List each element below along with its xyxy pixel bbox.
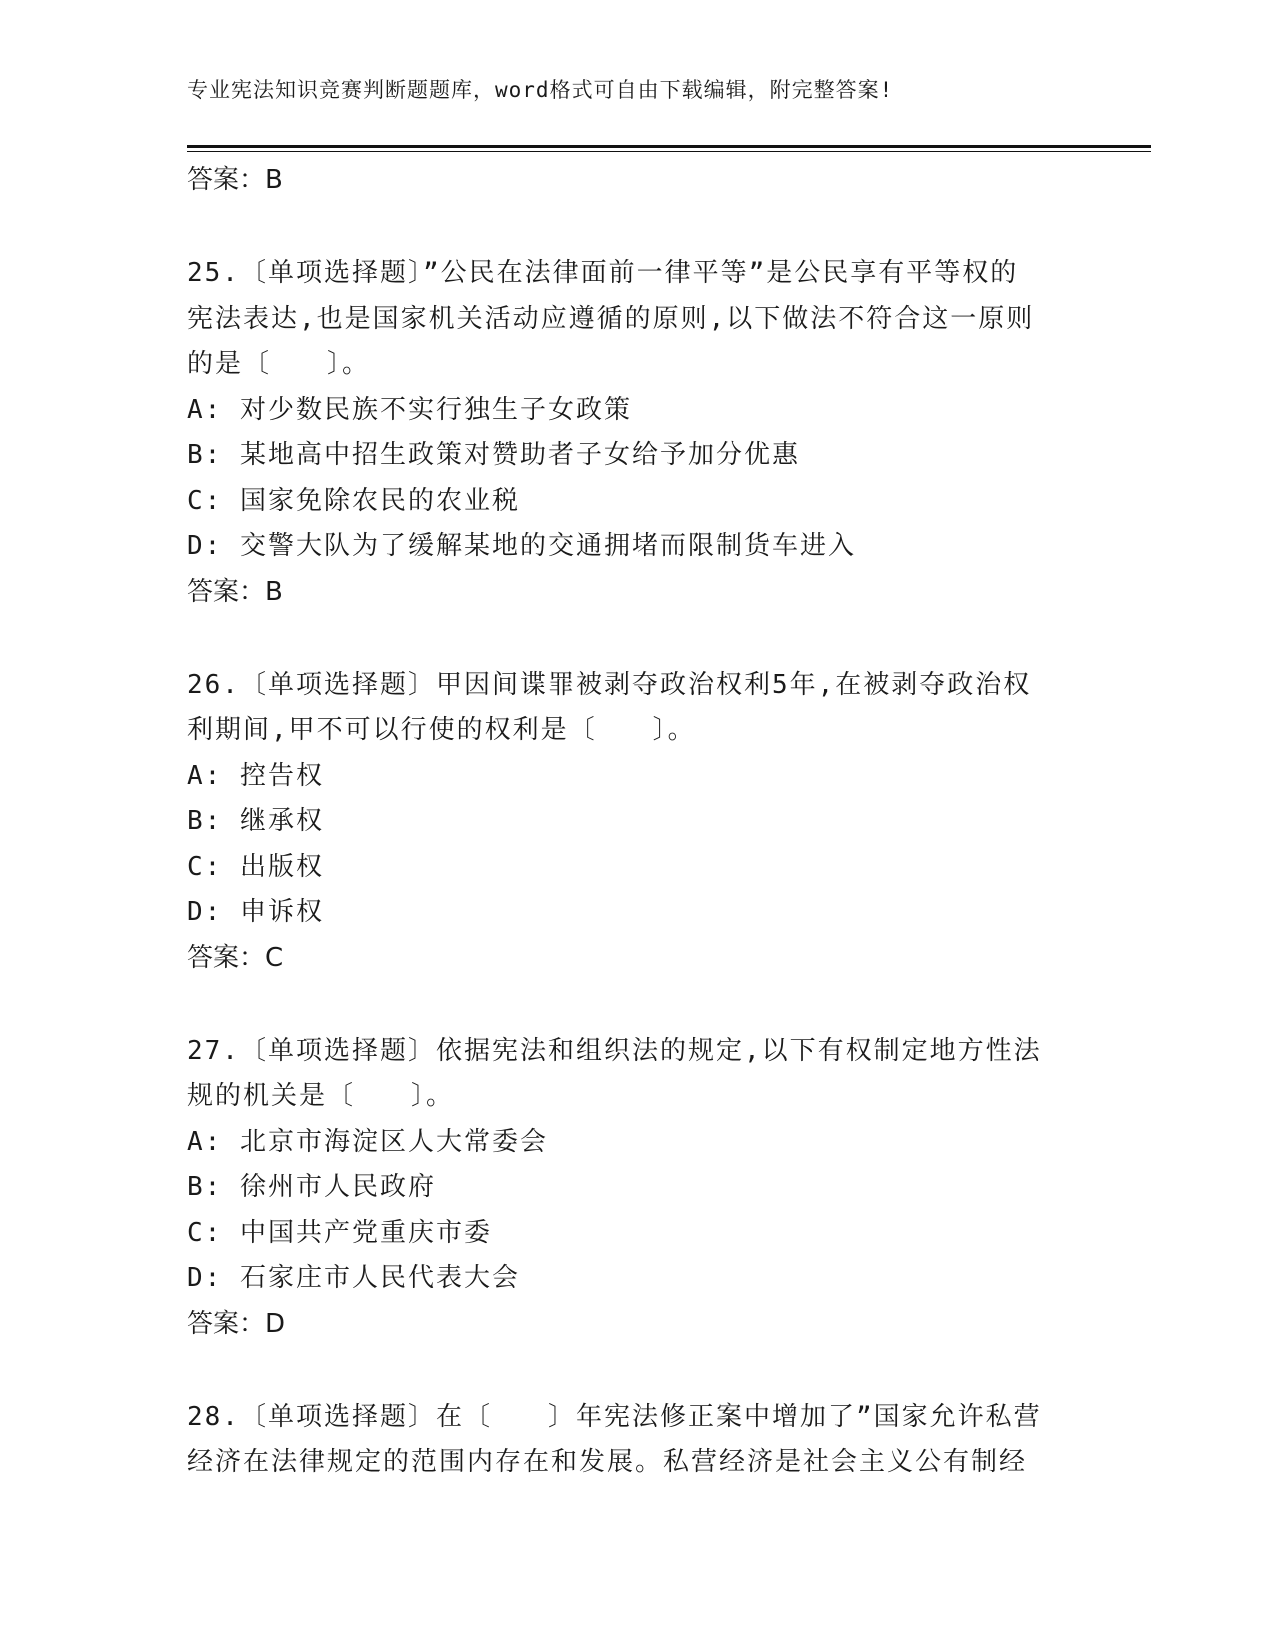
page-header: 专业宪法知识竞赛判断题题库，word格式可自由下载编辑，附完整答案! [187, 78, 894, 102]
option-d: D: 石家庄市人民代表大会 [187, 1263, 520, 1293]
option-a: A: 对少数民族不实行独生子女政策 [187, 394, 632, 425]
question-stem [187, 1395, 1087, 1486]
option-d: D: 申诉权 [187, 897, 324, 927]
stem-line: 25.〔单项选择题〕”公民在法律面前一律平等”是公民享有平等权的 [187, 258, 1019, 288]
stem-line: 27.〔单项选择题〕依据宪法和组织法的规定,以下有权制定地方性法 [187, 1035, 1042, 1066]
question-stem [187, 1029, 1087, 1120]
stem-line: 宪法表达,也是国家机关活动应遵循的原则,以下做法不符合这一原则 [187, 303, 1035, 334]
header-rule [187, 145, 1151, 148]
answer-line: 答案：C [187, 942, 284, 973]
option-c: C: 国家免除农民的农业税 [187, 485, 520, 516]
option-b: B: 徐州市人民政府 [187, 1172, 436, 1202]
header-rule-thin [187, 151, 1151, 152]
question-28 [187, 1395, 1087, 1486]
answer-line: 答案：D [187, 1308, 286, 1339]
answer-line: 答案：B [187, 576, 283, 607]
option-c: C: 出版权 [187, 851, 324, 882]
stem-line: 利期间,甲不可以行使的权利是〔 〕。 [187, 715, 696, 745]
content [187, 158, 1087, 1486]
option-a: A: 北京市海淀区人大常委会 [187, 1126, 548, 1157]
stem-line: 28.〔单项选择题〕在〔 〕年宪法修正案中增加了”国家允许私营 [187, 1401, 1042, 1432]
stem-line: 规的机关是〔 〕。 [187, 1081, 455, 1111]
stem-line: 的是〔 〕。 [187, 349, 371, 379]
option-b: B: 某地高中招生政策对赞助者子女给予加分优惠 [187, 440, 800, 470]
question-26 [187, 663, 1087, 981]
option-c: C: 中国共产党重庆市委 [187, 1217, 492, 1248]
question-25 [187, 251, 1087, 615]
question-stem [187, 251, 1087, 388]
option-a: A: 控告权 [187, 760, 324, 791]
question-stem [187, 663, 1087, 754]
option-d: D: 交警大队为了缓解某地的交通拥堵而限制货车进入 [187, 531, 856, 561]
stem-line: 经济在法律规定的范围内存在和发展。私营经济是社会主义公有制经 [187, 1447, 1028, 1477]
question-27 [187, 1029, 1087, 1347]
stem-line: 26.〔单项选择题〕甲因间谍罪被剥夺政治权利5年,在被剥夺政治权 [187, 669, 1032, 700]
answer-line: 答案：B [187, 165, 283, 195]
option-b: B: 继承权 [187, 806, 324, 836]
